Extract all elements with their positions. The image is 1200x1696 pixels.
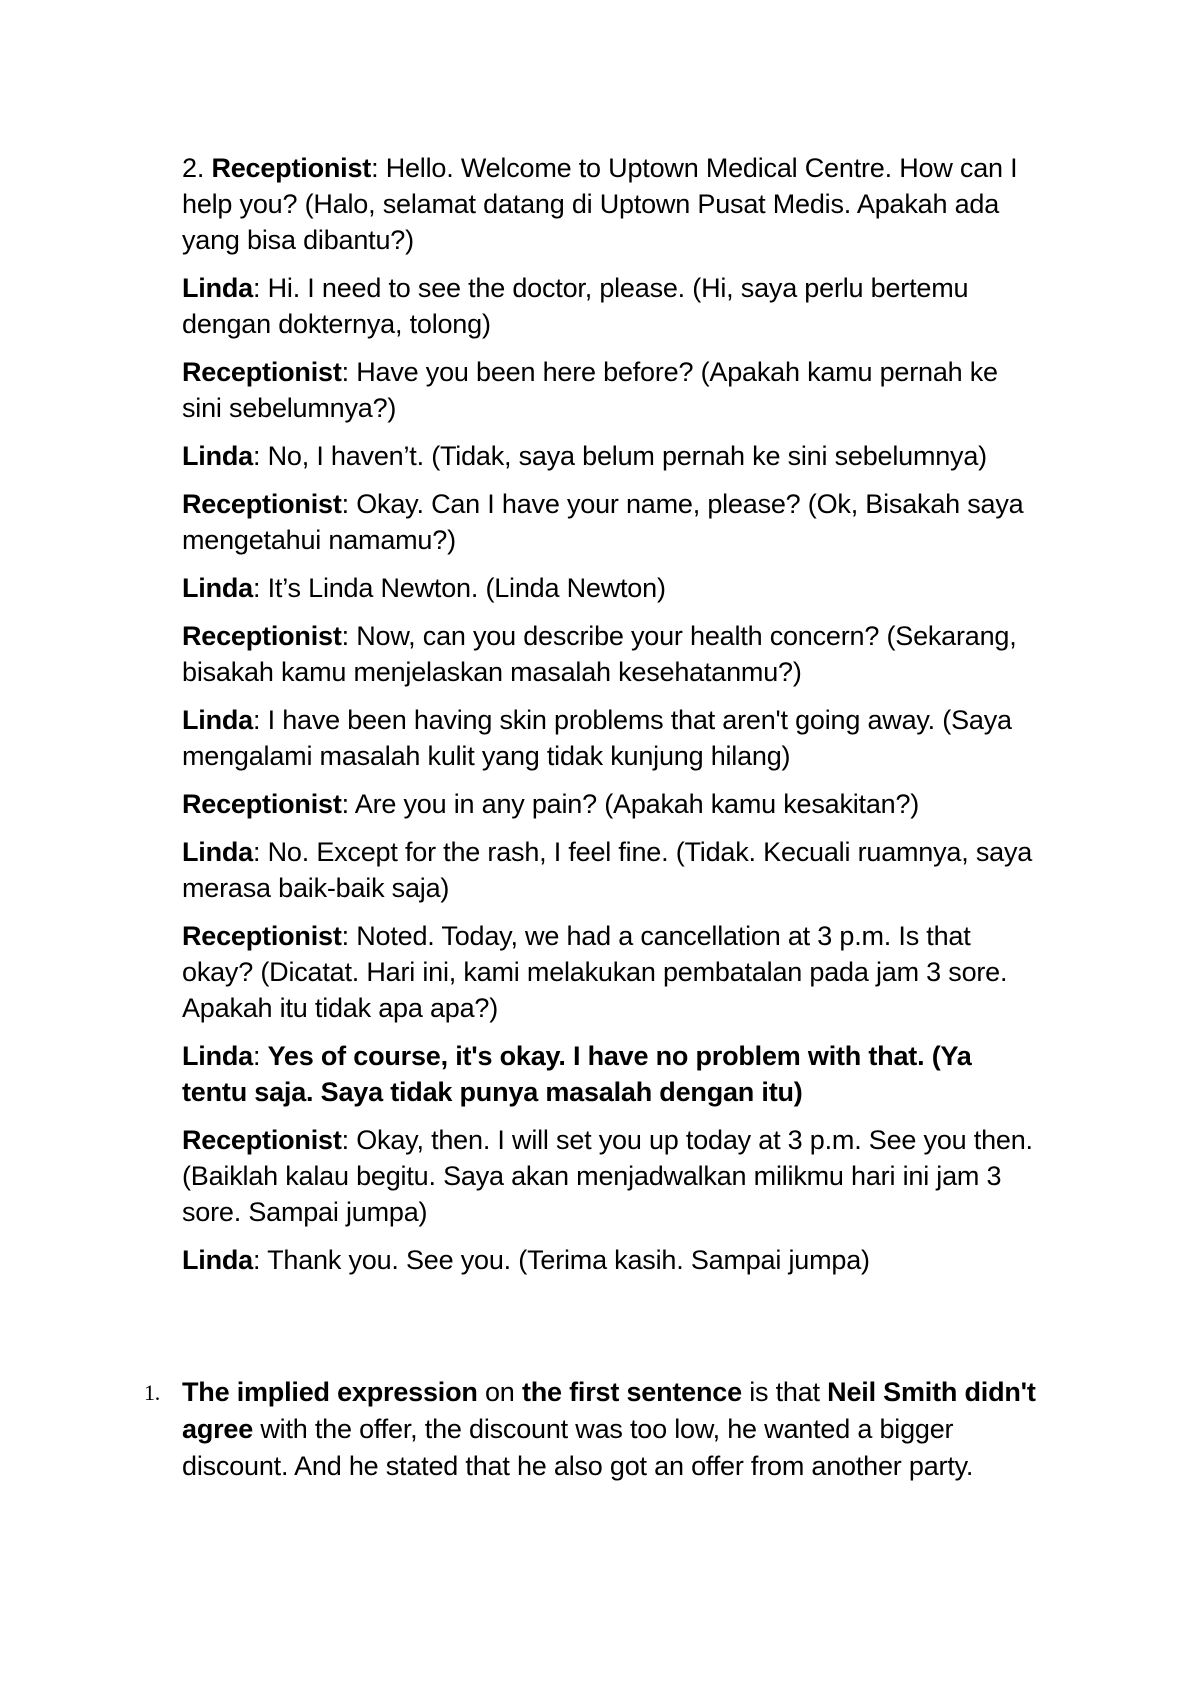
speaker-name: Linda [182,837,253,867]
answer-list-item [144,1374,1042,1485]
dialogue-text: It’s Linda Newton. (Linda Newton) [267,573,666,603]
dialogue-line: Linda: No, I haven’t. (Tidak, saya belum pernah ke sini sebelumnya) [182,441,987,471]
answer-text: is that [741,1377,828,1407]
dialogue-text: Are you in any pain? (Apakah kamu kesakitan?) [354,789,920,819]
dialogue-line: Linda: I have been having skin problems that aren't going away. (Saya mengalami masalah kulit yang tidak kunjung hilang) [182,705,1012,771]
dialogue-text: Thank you. See you. (Terima kasih. Sampai jumpa) [267,1245,870,1275]
dialogue-text: Have you been here before? (Apakah kamu pernah ke sini sebelumnya?) [182,357,998,423]
dialogue-line: Receptionist: Noted. Today, we had a cancellation at 3 p.m. Is that okay? (Dicatat. Hari ini, kami melakukan pembatalan pada jam 3 sore. Apakah itu tidak apa apa?) [182,921,1008,1023]
speaker-name: Linda [182,705,253,735]
dialogue-text: Okay, then. I will set you up today at 3 p.m. See you then. (Baiklah kalau begitu. Saya akan menjadwalkan milikmu hari ini jam 3 sore. Sampai jumpa) [182,1125,1033,1227]
dialogue-text-bold: Yes of course, it's okay. I have no problem with that. (Ya tentu saja. Saya tidak punya masalah dengan itu) [182,1041,972,1107]
dialogue-text: No, I haven’t. (Tidak, saya belum pernah ke sini sebelumnya) [267,441,987,471]
speaker-name: Receptionist [211,153,372,183]
dialogue-line: Receptionist: Okay, then. I will set you up today at 3 p.m. See you then. (Baiklah kalau begitu. Saya akan menjadwalkan milikmu hari ini jam 3 sore. Sampai jumpa) [182,1125,1033,1227]
speaker-name: Receptionist [182,789,342,819]
answer-text: with the offer, the discount was too low, he wanted a bigger discount. And he stated that he also got an offer from another party. [182,1414,974,1481]
answer-emphasis: the first sentence [521,1377,742,1407]
dialogue-line: Receptionist: Okay. Can I have your name, please? (Ok, Bisakah saya mengetahui namamu?) [182,489,1024,555]
dialogue-text: Hello. Welcome to Uptown Medical Centre. How can I help you? (Halo, selamat datang di Uptown Pusat Medis. Apakah ada yang bisa dibantu?) [182,153,1018,255]
dialogue-line: Receptionist: Are you in any pain? (Apakah kamu kesakitan?) [182,789,920,819]
speaker-name: Receptionist [182,1125,342,1155]
dialogue-text: Noted. Today, we had a cancellation at 3 p.m. Is that okay? (Dicatat. Hari ini, kami melakukan pembatalan pada jam 3 sore. Apakah itu tidak apa apa?) [182,921,1008,1023]
speaker-name: Linda [182,441,253,471]
answer-emphasis: The implied expression [182,1377,478,1407]
speaker-name: Receptionist [182,921,342,951]
answer-emphasis: Neil Smith didn't agree [182,1377,1036,1444]
speaker-name: Linda [182,573,253,603]
speaker-name: Linda [182,273,253,303]
dialogue-line: Linda: It’s Linda Newton. (Linda Newton) [182,573,666,603]
dialogue-line: Linda: Hi. I need to see the doctor, please. (Hi, saya perlu bertemu dengan dokternya, tolong) [182,273,969,339]
dialogue-line: Linda: No. Except for the rash, I feel fine. (Tidak. Kecuali ruamnya, saya merasa baik-baik saja) [182,837,1033,903]
dialogue-text: Hi. I need to see the doctor, please. (Hi, saya perlu bertemu dengan dokternya, tolong) [182,273,969,339]
answer-text: on [477,1377,522,1407]
dialogue-text: Now, can you describe your health concern? (Sekarang, bisakah kamu menjelaskan masalah kesehatanmu?) [182,621,1017,687]
dialogue-line: Receptionist: Now, can you describe your health concern? (Sekarang, bisakah kamu menjelaskan masalah kesehatanmu?) [182,621,1017,687]
dialogue-text: I have been having skin problems that aren't going away. (Saya mengalami masalah kulit yang tidak kunjung hilang) [182,705,1012,771]
dialogue-text: Okay. Can I have your name, please? (Ok, Bisakah saya mengetahui namamu?) [182,489,1024,555]
speaker-name: Receptionist [182,357,342,387]
dialogue-line: Receptionist: Have you been here before? (Apakah kamu pernah ke sini sebelumnya?) [182,357,998,423]
dialogue-line: Linda: Thank you. See you. (Terima kasih. Sampai jumpa) [182,1245,870,1275]
speaker-name: Linda [182,1041,253,1071]
dialogue-text: No. Except for the rash, I feel fine. (Tidak. Kecuali ruamnya, saya merasa baik-baik saja) [182,837,1033,903]
dialogue-line: Linda: Yes of course, it's okay. I have no problem with that. (Ya tentu saja. Saya tidak punya masalah dengan itu) [182,1041,972,1107]
dialogue-line: 2. Receptionist: Hello. Welcome to Uptown Medical Centre. How can I help you? (Halo, selamat datang di Uptown Pusat Medis. Apakah ada yang bisa dibantu?) [182,153,1018,255]
dialogue-section [182,150,1042,1290]
speaker-name: Receptionist [182,489,342,519]
list-marker: 1. [144,1380,161,1405]
speaker-name: Linda [182,1245,253,1275]
speaker-name: Receptionist [182,621,342,651]
dialogue-number: 2. [182,153,205,183]
